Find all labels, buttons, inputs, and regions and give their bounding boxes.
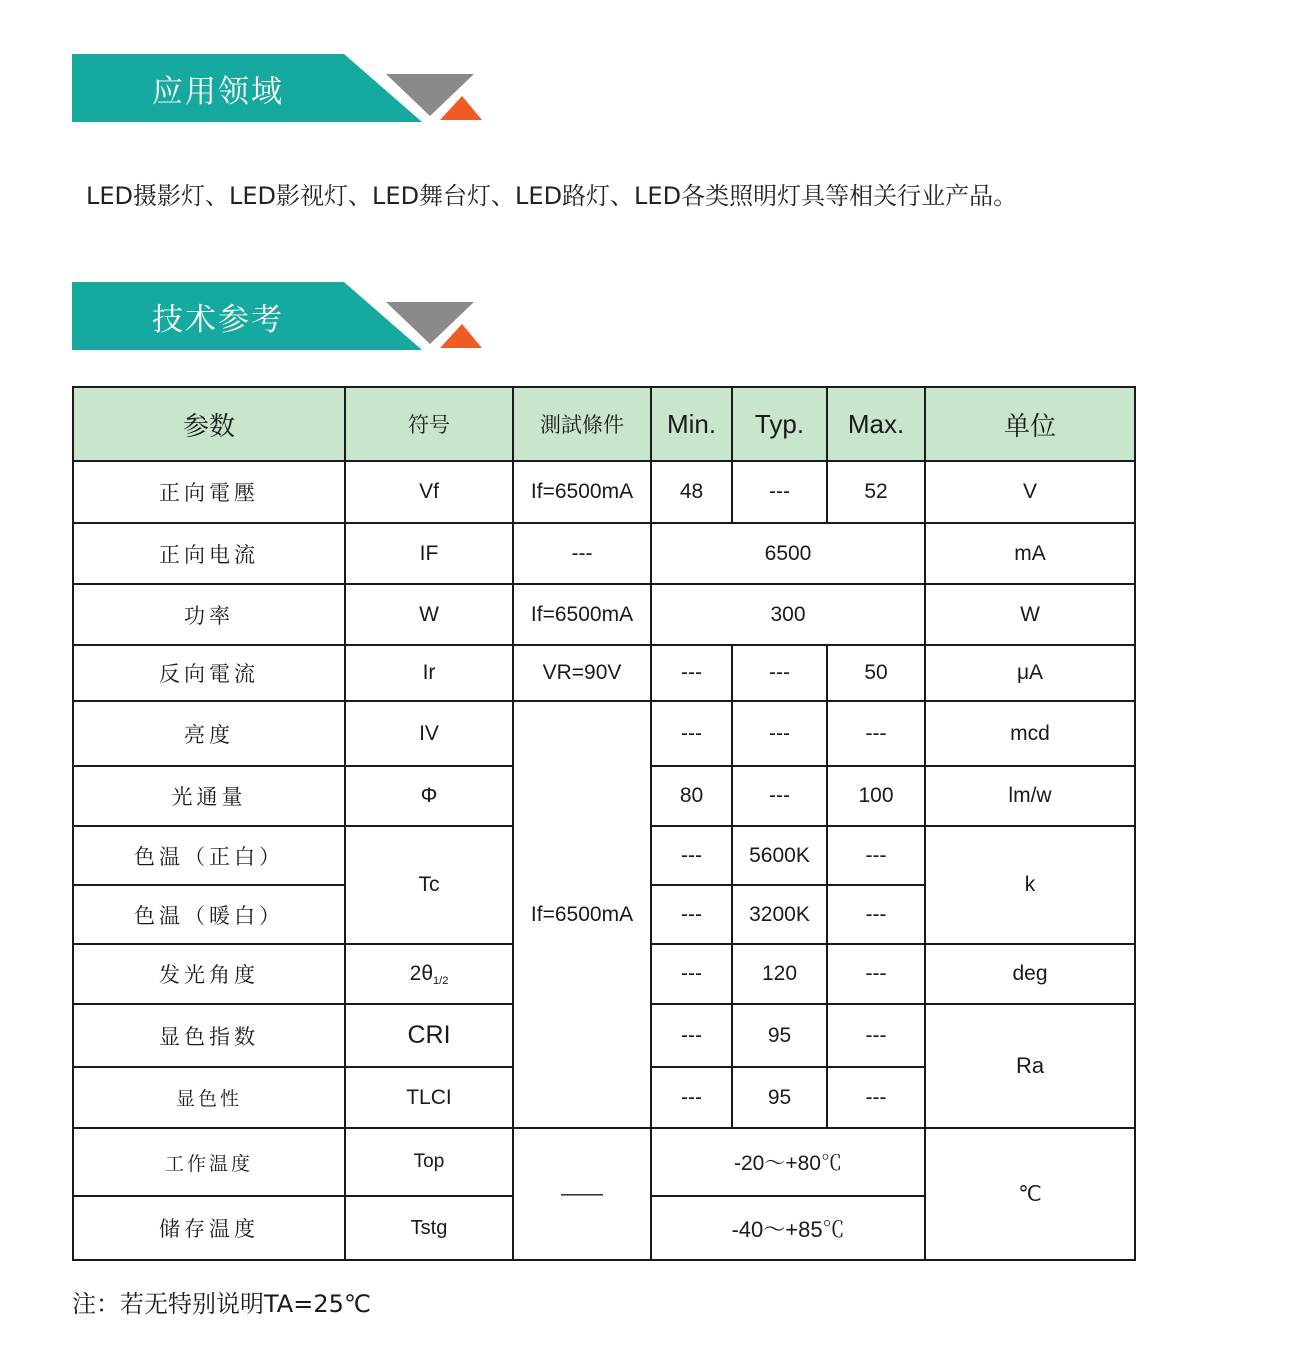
header-condition: 測試條件 — [513, 387, 651, 461]
typ-cell: 95 — [732, 1067, 827, 1128]
param-cell: 功率 — [73, 584, 345, 645]
max-cell: --- — [827, 885, 925, 944]
param-cell: 正向电流 — [73, 523, 345, 584]
min-cell: --- — [651, 645, 732, 701]
max-cell: --- — [827, 1067, 925, 1128]
max-cell: --- — [827, 826, 925, 885]
max-cell: --- — [827, 944, 925, 1004]
param-cell: 色温（暖白） — [73, 885, 345, 944]
header-symbol: 符号 — [345, 387, 513, 461]
symbol-main: 2θ — [409, 961, 434, 985]
value-cell: 300 — [651, 584, 925, 645]
unit-cell: mA — [925, 523, 1135, 584]
condition-cell: If=6500mA — [513, 461, 651, 523]
section-banner-technical — [72, 282, 492, 350]
table-row — [73, 461, 1135, 523]
symbol-cell: IV — [345, 701, 513, 766]
min-cell: --- — [651, 1004, 732, 1067]
symbol-cell: Tc — [345, 826, 513, 944]
condition-cell: If=6500mA — [513, 584, 651, 645]
typ-cell: 95 — [732, 1004, 827, 1067]
unit-cell: lm/w — [925, 766, 1135, 826]
symbol-cell: Ir — [345, 645, 513, 701]
symbol-cell — [345, 944, 513, 1004]
typ-cell: --- — [732, 701, 827, 766]
max-cell: --- — [827, 1004, 925, 1067]
typ-cell: 120 — [732, 944, 827, 1004]
param-cell: 色温（正白） — [73, 826, 345, 885]
param-cell: 显色性 — [73, 1067, 345, 1128]
typ-cell: 5600K — [732, 826, 827, 885]
param-cell: 显色指数 — [73, 1004, 345, 1067]
param-cell: 亮度 — [73, 701, 345, 766]
symbol-cell: IF — [345, 523, 513, 584]
min-cell: --- — [651, 1067, 732, 1128]
symbol-cell: Vf — [345, 461, 513, 523]
condition-cell: --- — [513, 523, 651, 584]
header-unit: 单位 — [925, 387, 1135, 461]
value-cell: 6500 — [651, 523, 925, 584]
section-banner-application — [72, 54, 492, 122]
unit-cell: Ra — [925, 1004, 1135, 1128]
min-cell: --- — [651, 885, 732, 944]
symbol-cell: Tstg — [345, 1196, 513, 1260]
unit-cell: k — [925, 826, 1135, 944]
max-cell: 50 — [827, 645, 925, 701]
typ-cell: --- — [732, 461, 827, 523]
min-cell: 80 — [651, 766, 732, 826]
unit-cell: V — [925, 461, 1135, 523]
section-title: 技术参考 — [152, 302, 284, 338]
symbol-cell: Φ — [345, 766, 513, 826]
symbol-cell: Top — [345, 1128, 513, 1196]
symbol-cell: TLCI — [345, 1067, 513, 1128]
unit-cell: W — [925, 584, 1135, 645]
value-cell: -20～+80℃ — [651, 1128, 925, 1196]
shared-condition-cell: If=6500mA — [513, 701, 651, 1128]
param-cell: 反向電流 — [73, 645, 345, 701]
header-min: Min. — [651, 387, 732, 461]
header-typ: Typ. — [732, 387, 827, 461]
unit-cell: mcd — [925, 701, 1135, 766]
table-header-row — [73, 387, 1135, 461]
table-row — [73, 584, 1135, 645]
max-cell: 52 — [827, 461, 925, 523]
table-row — [73, 645, 1135, 701]
table-row — [73, 523, 1135, 584]
table-row — [73, 1128, 1135, 1196]
min-cell: 48 — [651, 461, 732, 523]
min-cell: --- — [651, 944, 732, 1004]
unit-cell: μA — [925, 645, 1135, 701]
section-title: 应用领域 — [152, 74, 284, 110]
unit-cell: deg — [925, 944, 1135, 1004]
param-cell: 工作温度 — [73, 1128, 345, 1196]
condition-cell: VR=90V — [513, 645, 651, 701]
footnote: 注：若无特别说明TA=25℃ — [72, 1290, 371, 1318]
max-cell: --- — [827, 701, 925, 766]
symbol-subscript: 1/2 — [433, 974, 449, 987]
min-cell: --- — [651, 701, 732, 766]
typ-cell: 3200K — [732, 885, 827, 944]
max-cell: 100 — [827, 766, 925, 826]
typ-cell: --- — [732, 645, 827, 701]
value-cell: -40～+85℃ — [651, 1196, 925, 1260]
symbol-cell: W — [345, 584, 513, 645]
header-param: 参数 — [73, 387, 345, 461]
header-max: Max. — [827, 387, 925, 461]
application-text: LED摄影灯、LED影视灯、LED舞台灯、LED路灯、LED各类照明灯具等相关行业产品。 — [86, 182, 1018, 210]
condition-cell: —— — [513, 1128, 651, 1260]
symbol-cell: CRI — [345, 1004, 513, 1067]
param-cell: 储存温度 — [73, 1196, 345, 1260]
min-cell: --- — [651, 826, 732, 885]
param-cell: 正向電壓 — [73, 461, 345, 523]
table-row — [73, 701, 1135, 766]
param-cell: 发光角度 — [73, 944, 345, 1004]
spec-table — [72, 386, 1136, 1261]
unit-cell: ℃ — [925, 1128, 1135, 1260]
param-cell: 光通量 — [73, 766, 345, 826]
typ-cell: --- — [732, 766, 827, 826]
